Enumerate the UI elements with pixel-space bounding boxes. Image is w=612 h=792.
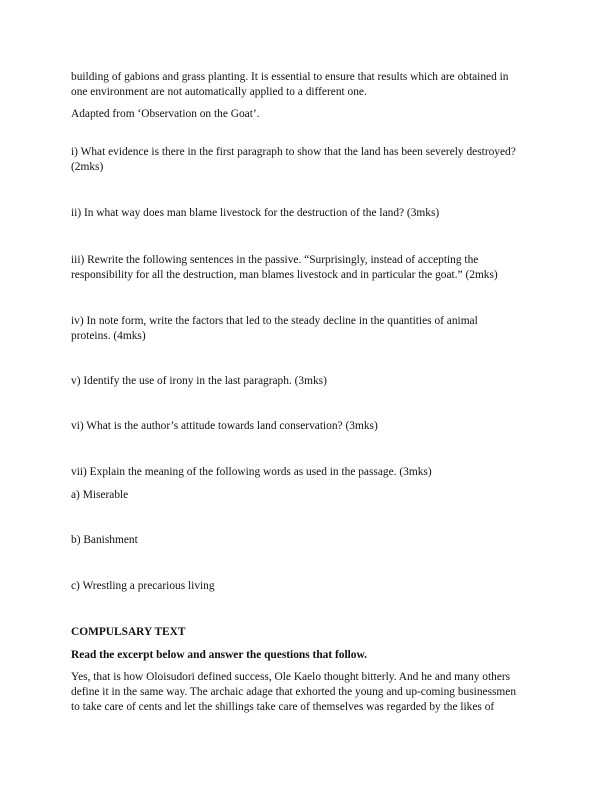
question-marks: (2mks) bbox=[71, 161, 104, 173]
passage-line: building of gabions and grass planting. It is essential to ensure that results which are obtained in bbox=[71, 71, 509, 83]
question-text: iii) Rewrite the following sentences in the passive. “Surprisingly, instead of accepting the bbox=[71, 254, 479, 266]
question-text: vii) Explain the meaning of the following words as used in the passage. (3mks) bbox=[71, 466, 432, 478]
excerpt-line: define it in the same way. The archaic adage that exhorted the young and up-coming businessmen bbox=[71, 686, 517, 698]
excerpt-line: to take care of cents and let the shillings take care of themselves was regarded by the likes of bbox=[71, 701, 495, 713]
passage-source: Adapted from ‘Observation on the Goat’. bbox=[71, 108, 260, 120]
question-text: vi) What is the author’s attitude towards land conservation? (3mks) bbox=[71, 420, 378, 432]
vocab-item-b: b) Banishment bbox=[71, 534, 138, 546]
passage-line: one environment are not automatically applied to a different one. bbox=[71, 86, 367, 98]
question-text: iv) In note form, write the factors that led to the steady decline in the quantities of animal bbox=[71, 315, 478, 327]
section-heading: COMPULSARY TEXT bbox=[71, 626, 186, 638]
excerpt-line: Yes, that is how Oloisudori defined success, Ole Kaelo thought bitterly. And he and many others bbox=[71, 671, 511, 683]
question-text: v) Identify the use of irony in the last paragraph. (3mks) bbox=[71, 375, 327, 387]
vocab-item-c: c) Wrestling a precarious living bbox=[71, 580, 215, 592]
question-text: proteins. (4mks) bbox=[71, 330, 146, 342]
question-text: ii) In what way does man blame livestock for the destruction of the land? (3mks) bbox=[71, 207, 440, 219]
question-text: i) What evidence is there in the first paragraph to show that the land has been severely destroyed? bbox=[71, 146, 516, 158]
section-instruction: Read the excerpt below and answer the questions that follow. bbox=[71, 649, 367, 661]
vocab-item-a: a) Miserable bbox=[71, 489, 129, 501]
question-text: responsibility for all the destruction, man blames livestock and in particular the goat.” (2mks) bbox=[71, 269, 498, 281]
